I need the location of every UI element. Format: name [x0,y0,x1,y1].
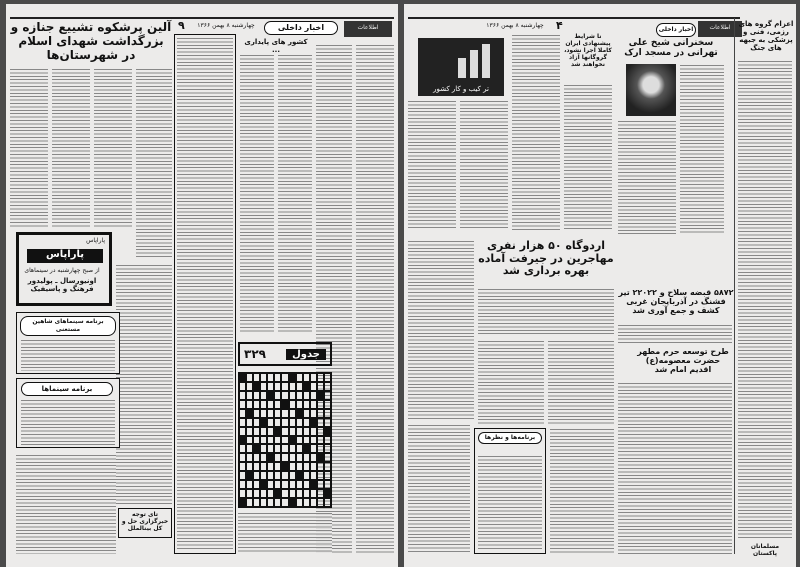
crossword-cell [267,382,274,391]
body-text-column [550,428,614,554]
crossword-cell [303,409,310,418]
crossword-cell [289,453,296,462]
crossword-cell [267,471,274,480]
opinions-box: برنامه‌ها و نظرها [474,428,546,554]
crossword-cell [296,444,303,453]
crossword-cell [239,427,246,436]
crossword-cell [267,444,274,453]
newspaper-logo: اطلاعات [344,21,392,37]
crossword-cell [274,427,281,436]
crossword-cell [324,409,331,418]
body-text-column [240,54,274,334]
crossword-cell [239,498,246,507]
page-date: چهارشنبه ۸ بهمن ۱۳۶۶ [486,22,544,29]
crossword-cell [274,391,281,400]
crossword-cell [296,400,303,409]
crossword-cell [324,418,331,427]
crossword-cell [267,373,274,382]
crossword-cell [239,453,246,462]
crossword-cell [239,480,246,489]
crossword-cell [267,427,274,436]
crossword-cell [246,418,253,427]
crossword-cell [260,391,267,400]
crossword-cell [324,453,331,462]
body-text-column [136,68,172,258]
crossword-cell [274,462,281,471]
body-text-column [21,339,115,371]
crossword-cell [274,400,281,409]
crossword-cell [317,436,324,445]
crossword-cell [246,444,253,453]
crossword-cell [317,373,324,382]
crossword-cell [317,462,324,471]
crossword-cell [281,480,288,489]
crossword-cell [239,409,246,418]
crossword-cell [310,436,317,445]
body-text-column [238,512,332,554]
crossword-cell [303,427,310,436]
crossword-cell [246,471,253,480]
crossword-cell [296,409,303,418]
divider [734,18,735,554]
crossword-cell [310,471,317,480]
divider [408,17,740,19]
body-text-column [512,34,560,230]
crossword-cell [289,418,296,427]
body-text-column [548,340,614,424]
body-text-column [618,120,676,234]
crossword-cell [317,382,324,391]
crossword-cell [281,382,288,391]
crossword-cell [317,427,324,436]
body-text-column [94,68,132,228]
crossword-cell [274,373,281,382]
body-text-column [10,68,48,228]
headline-conditions: نا شرایط پیشنهادی ایران کاملا اجرا نشود، گروگانها آزاد نخواهند شد [564,33,612,68]
film-ad: پاراپاس پاراپاس از صبح چهارشنبه در سینماهای اونیورسال ـ پولیدور فرهنگ و پاسیفیک [16,232,112,306]
crossword-cell [246,436,253,445]
crossword-cell [253,418,260,427]
crossword-cell [274,453,281,462]
crossword-cell [281,462,288,471]
crossword-cell [239,382,246,391]
crossword-cell [253,391,260,400]
crossword-cell [253,489,260,498]
crossword-cell [310,391,317,400]
crossword-cell [303,453,310,462]
crossword-cell [281,498,288,507]
crossword-number: ۳۲۹ [244,347,266,361]
crossword-cell [310,462,317,471]
cinema-program-box: برنامه سینماهای شاهین مستعنی [16,312,120,374]
header-rule [10,17,394,19]
body-text-column [21,399,115,445]
crossword-cell [310,382,317,391]
crossword-cell [296,489,303,498]
crossword-cell [267,480,274,489]
crossword-cell [253,382,260,391]
crossword-cell [260,471,267,480]
crossword-cell [239,444,246,453]
crossword-cell [303,444,310,453]
right-page [404,4,796,567]
crossword-cell [260,382,267,391]
crossword-cell [246,373,253,382]
crossword-cell [296,462,303,471]
crossword-cell [267,400,274,409]
crossword-cell [317,409,324,418]
crossword-cell [260,480,267,489]
headline-main: اردوگاه ۵۰ هزار نفری مهاجرین در جیرفت آماده بهره برداری شد [478,239,614,278]
body-text-column [618,382,732,554]
body-text-column [356,44,394,554]
crossword-cell [267,453,274,462]
crossword-cell [317,400,324,409]
crossword-cell [253,400,260,409]
headline-pakistan: مسلمانان پاکستان [738,544,792,558]
crossword-cell [324,471,331,480]
crossword-cell [296,436,303,445]
crossword-cell [281,436,288,445]
section-label: اخبار داخلی [656,23,696,37]
crossword-cell [267,418,274,427]
crossword-cell [267,489,274,498]
body-text-column [177,37,233,551]
crossword-cell [281,400,288,409]
crossword-cell [267,391,274,400]
crossword-cell [324,480,331,489]
crossword-cell [281,471,288,480]
crossword-cell [274,498,281,507]
crossword-cell [317,453,324,462]
crossword-cell [274,418,281,427]
crossword-cell [239,471,246,480]
crossword-cell [253,462,260,471]
crossword-cell [310,444,317,453]
crossword-cell [317,471,324,480]
headline-side: اعزام گروه های رزمی، فنی و پزشکی به جبهه های جنگ [738,20,794,53]
crossword-cell [310,480,317,489]
crossword-cell [239,391,246,400]
crossword-cell [281,444,288,453]
crossword-cell [246,462,253,471]
crossword-cell [239,462,246,471]
body-text-column [618,324,732,344]
crossword-cell [303,373,310,382]
crossword-cell [310,498,317,507]
crossword-cell [260,489,267,498]
headline-sheikh: سخنرانی شیخ علی تهرانی در مسجد ارک [624,38,718,59]
crossword-cell [281,391,288,400]
left-page [6,4,398,567]
crossword-cell [260,418,267,427]
crossword-cell [310,373,317,382]
crossword-cell [260,427,267,436]
crossword-cell [281,489,288,498]
crossword-cell [253,409,260,418]
body-text-column [680,64,724,234]
crossword-cell [246,480,253,489]
crossword-cell [274,471,281,480]
crossword-cell [324,373,331,382]
crossword-cell [303,462,310,471]
crossword-grid [238,372,332,508]
crossword-cell [260,444,267,453]
crossword-cell [296,471,303,480]
crossword-cell [239,400,246,409]
crossword-cell [260,436,267,445]
crossword-cell [246,453,253,462]
crossword-cell [289,444,296,453]
portrait-photo [626,64,676,116]
crossword-cell [317,444,324,453]
crossword-cell [296,498,303,507]
crossword-cell [274,409,281,418]
body-text-column [460,100,508,230]
crossword-title: جدول [286,349,326,360]
headline: آلین پرشکوه تشییع جنازه و بزرگداشت شهدای اسلام در شهرستان‌ها [10,20,172,62]
crossword-cell [289,373,296,382]
crossword-cell [281,373,288,382]
crossword-cell [239,418,246,427]
crossword-cell [246,489,253,498]
crossword-cell [324,391,331,400]
crossword-cell [310,427,317,436]
article-title: کشور های پایداری ... [244,38,308,55]
crossword-cell [281,453,288,462]
crossword-cell [289,400,296,409]
crossword-cell [324,436,331,445]
crossword-cell [246,382,253,391]
crossword-cell [274,382,281,391]
crossword-cell [317,391,324,400]
crossword-cell [310,409,317,418]
crossword-cell [260,409,267,418]
crossword-cell [246,400,253,409]
crossword-cell [289,409,296,418]
crossword-cell [303,418,310,427]
crossword-cell [253,444,260,453]
crossword-cell [281,427,288,436]
crossword-cell [281,409,288,418]
crossword-cell [310,400,317,409]
crossword-cell [296,373,303,382]
crossword-cell [317,480,324,489]
body-text-column [408,240,474,420]
body-text-column [116,264,172,504]
crossword-cell [253,436,260,445]
crossword-cell [303,436,310,445]
crossword-cell [289,382,296,391]
crossword-cell [267,498,274,507]
crossword-cell [324,498,331,507]
page-date: چهارشنبه ۸ بهمن ۱۳۶۶ [197,22,255,29]
bottom-note: تای توجه خبرگزاری حل و کل بینالملل [118,508,172,538]
crossword-cell [260,453,267,462]
body-text-column [478,288,614,336]
crossword-cell [289,391,296,400]
crossword-cell [260,498,267,507]
chart-caption: تر کیب و کار کشور [433,84,489,93]
crossword-cell [274,436,281,445]
body-text-column [408,100,456,230]
body-text-column [738,60,792,540]
crossword-header [238,342,332,366]
crossword-cell [303,382,310,391]
headline-weapons: ۵۸۷۲ قبضه سلاح و ۲۲۰۲۲ تیر فشنگ در آذربایجان غربی کشف و جمع آوری شد [618,288,734,316]
crossword-cell [239,436,246,445]
crossword-cell [310,489,317,498]
crossword-cell [324,462,331,471]
crossword-cell [260,400,267,409]
crossword-cell [253,427,260,436]
crossword-cell [310,418,317,427]
body-text-column [478,340,544,424]
crossword-cell [303,391,310,400]
crossword-cell [303,480,310,489]
crossword-cell [324,427,331,436]
page-number: ۴ [556,19,563,32]
crossword-cell [260,462,267,471]
crossword-cell [281,418,288,427]
crossword-cell [296,453,303,462]
section-label: اخبار داخلی [264,21,338,35]
body-text-column [564,84,612,230]
body-text-column [478,455,542,549]
crossword-cell [303,471,310,480]
crossword-cell [267,462,274,471]
crossword-cell [274,489,281,498]
crossword-cell [274,444,281,453]
crossword-cell [317,498,324,507]
crossword-cell [267,409,274,418]
crossword-cell [289,489,296,498]
crossword-cell [289,436,296,445]
crossword-cell [324,382,331,391]
crossword-cell [260,373,267,382]
crossword-cell [324,489,331,498]
cinema-schedule-box: برنامه سینماها [16,378,120,448]
crossword-cell [239,373,246,382]
crossword-cell [289,462,296,471]
crossword-cell [296,382,303,391]
crossword-cell [246,409,253,418]
body-text-column [408,424,470,554]
crossword-cell [296,427,303,436]
body-text-column [16,454,116,554]
crossword-cell [267,436,274,445]
crossword-cell [310,453,317,462]
crossword-cell [246,498,253,507]
crossword-cell [324,444,331,453]
crossword-cell [303,489,310,498]
crossword-cell [289,471,296,480]
newspaper-logo: اطلاعات [698,21,742,37]
crossword-cell [303,498,310,507]
crossword-cell [296,418,303,427]
body-text-column [278,54,312,334]
economy-chart-graphic [418,38,504,96]
headline-shrine: طرح توسعه حرم مطهر حضرت معصومه(ع) اقدیم امام شد [637,347,729,375]
crossword-cell [289,427,296,436]
crossword-cell [296,391,303,400]
body-text-column [52,68,90,228]
crossword-cell [296,480,303,489]
crossword-cell [253,471,260,480]
crossword-cell [274,480,281,489]
crossword-cell [253,480,260,489]
crossword-cell [253,498,260,507]
crossword-cell [289,498,296,507]
page-number: ۹ [178,19,185,32]
crossword-cell [253,373,260,382]
crossword-cell [317,418,324,427]
crossword-cell [324,400,331,409]
crossword-cell [253,453,260,462]
crossword-cell [317,489,324,498]
crossword-cell [246,391,253,400]
crossword-cell [246,427,253,436]
crossword-cell [303,400,310,409]
crossword-cell [289,480,296,489]
crossword-cell [239,489,246,498]
